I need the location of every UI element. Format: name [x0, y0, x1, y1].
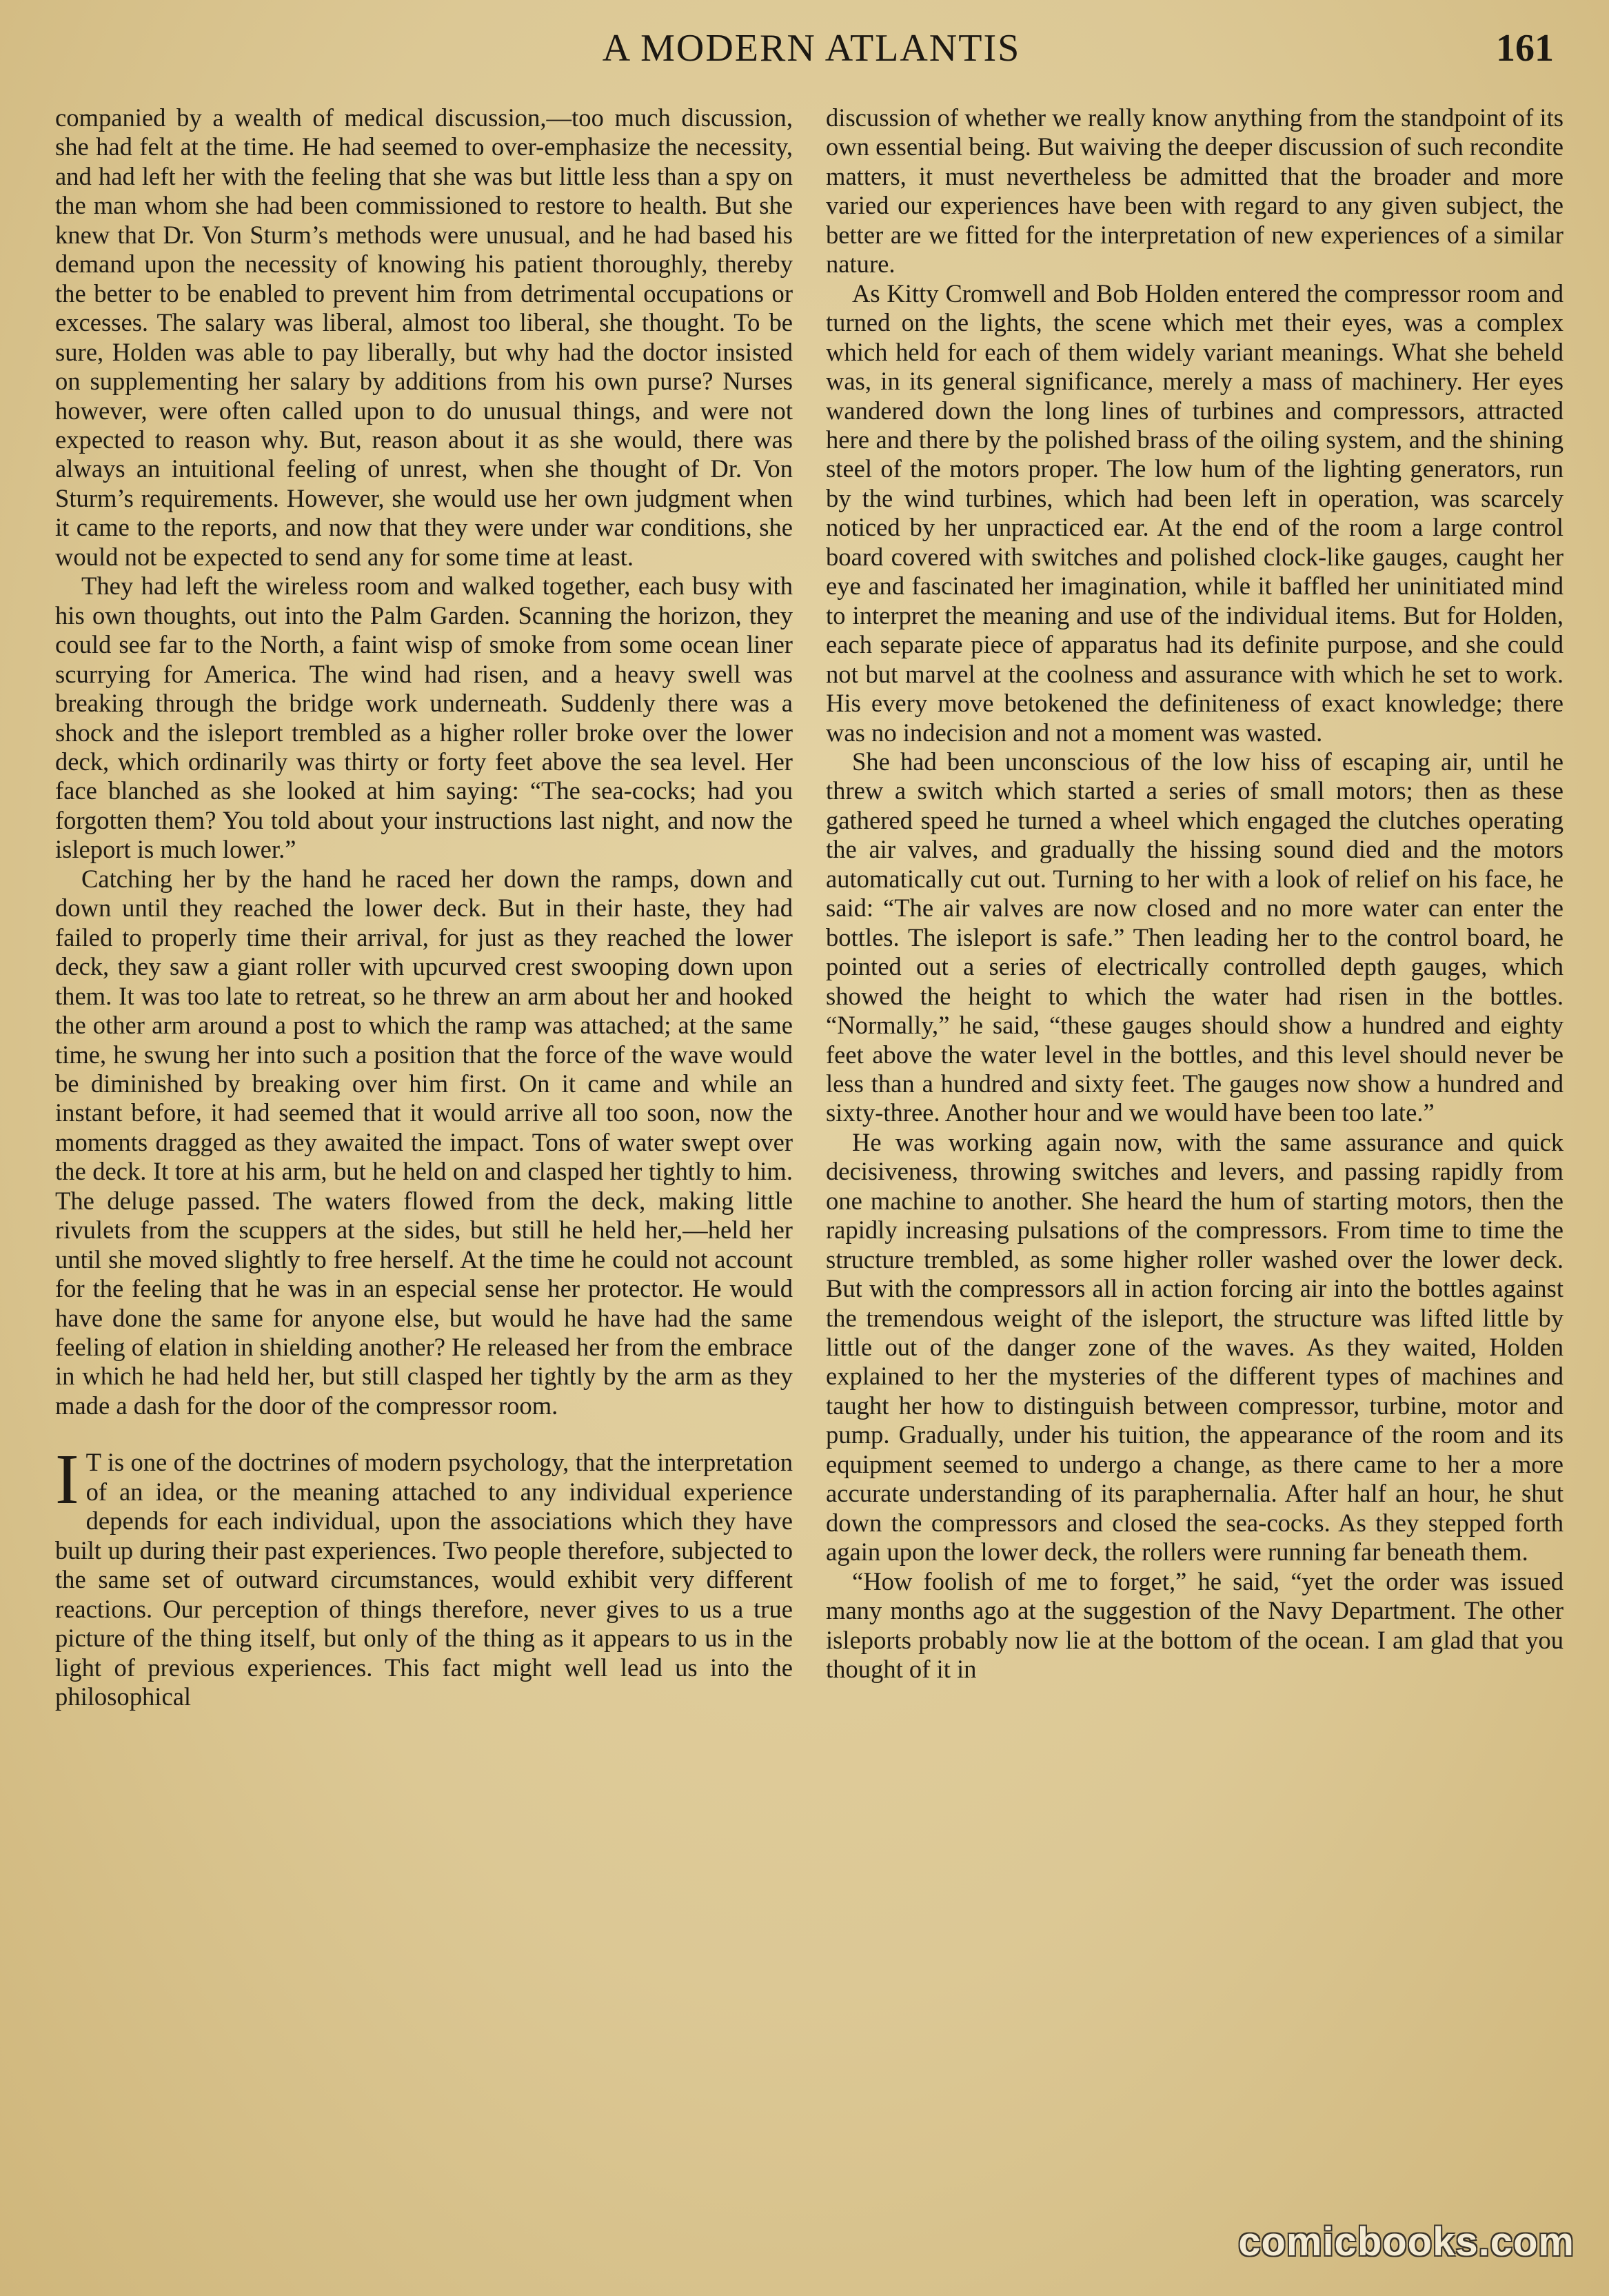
drop-cap: I: [55, 1440, 79, 1520]
left-column: [55, 103, 793, 2262]
paragraph: He was working again now, with the same assurance and quick decisiveness, throwing switches and levers, and passing rapidly from one machine to another. She heard the hum of starting motors, then the rapidly increasing pulsations of the compressors. From time to time the structure trembled, as some higher roller washed over the lower deck. But with the compressors all in action forcing air into the bottles against the tremendous weight of the isleport, the structure was lifted little by little out of the danger zone of the waves. As they waited, Holden explained to her the mysteries of the different types of machines and taught her how to distinguish between compressor, turbine, motor and pump. Gradually, under his tuition, the appearance of the room and its equipment seemed to undergo a change, as there came to her a more accurate understanding of its paraphernalia. After half an hour, he shut down the compressors and closed the sea-cocks. As they stepped forth again upon the lower deck, the rollers were running far beneath them.: [826, 1127, 1564, 1567]
paragraph: discussion of whether we really know anything from the standpoint of its own essential being. But waiving the deeper discussion of such recondite matters, it must nevertheless be admitted that the broader and more varied our experiences have been with regard to any given subject, the better are we fitted for the interpretation of new experiences of a similar nature.: [826, 103, 1564, 279]
running-title: A MODERN ATLANTIS: [602, 27, 1021, 70]
paragraph: As Kitty Cromwell and Bob Holden entered the compressor room and turned on the lights, the scene which met their eyes, was a complex which held for each of them widely variant meanings. What she beheld was, in its general significance, merely a mass of machinery. Her eyes wandered down the long lines of turbines and compressors, attracted here and there by the polished brass of the oiling system, and the shining steel of the motors proper. The low hum of the lighting generators, run by the wind turbines, which had been left in operation, was scarcely noticed by her unpracticed ear. At the end of the room a large control board covered with switches and polished clock-like gauges, caught her eye and fascinated her imagination, while it baffled her uninitiated mind to interpret the meaning and use of the individual items. But for Holden, each separate piece of apparatus had its definite purpose, and she could not but marvel at the coolness and assurance with which he set to work. His every move betokened the definiteness of exact knowledge; there was no indecision and not a moment was wasted.: [826, 279, 1564, 747]
paragraph: They had left the wireless room and walked together, each busy with his own thoughts, out into the Palm Garden. Scanning the horizon, they could see far to the North, a faint wisp of smoke from some ocean liner scurrying for America. The wind had risen, and a heavy swell was breaking through the bridge work underneath. Suddenly there was a shock and the isleport trembled as a higher roller broke over the lower deck, which ordinarily was thirty or forty feet above the sea level. Her face blanched as she looked at him saying: “The sea-cocks; had you forgotten them? You told about your instructions last night, and now the isleport is much lower.”: [55, 572, 793, 864]
paragraph: “How foolish of me to forget,” he said, “yet the order was issued many months ago at the suggestion of the Navy Department. The other isleports probably now lie at the bottom of the ocean. I am glad that you thought of it in: [826, 1567, 1564, 1684]
paragraph: Catching her by the hand he raced her down the ramps, down and down until they reached the lower deck. But in their haste, they had failed to properly time their arrival, for just as they reached the lower deck, they saw a giant roller with upcurved crest swooping down upon them. It was too late to retreat, so he threw an arm about her and hooked the other arm around a post to which the ramp was attached; at the same time, he swung her into such a position that the force of the wave would be diminished by breaking over him first. On it came and while an instant before, it had seemed that it would arrive all too soon, now the moments dragged as they awaited the impact. Tons of water swept over the deck. It tore at his arm, but he held on and clasped her tightly to him. The deluge passed. The waters flowed from the deck, making little rivulets from the scuppers at the sides, but still he held her,—held her until she moved slightly to free herself. At the time he could not account for the feeling that he was in an especial sense her protector. He would have done the same for anyone else, but would he have had the same feeling of elation in shielding another? He released her from the embrace in which he had held her, but still clasped her tightly by the arm as they made a dash for the door of the compressor room.: [55, 864, 793, 1420]
section-paragraph: [55, 1440, 793, 1711]
watermark: comicbooks.com: [1238, 2219, 1575, 2264]
paragraph: She had been unconscious of the low hiss of escaping air, until he threw a switch which started a series of small motors; then as these gathered speed he turned a wheel which engaged the clutches operating the air valves, and gradually the hissing sound died and the motors automatically cut out. Turning to her with a look of relief on his face, he said: “The air valves are now closed and no more water can enter the bottles. The isleport is safe.” Then leading her to the control board, he pointed out a series of electrically controlled depth gauges, which showed the height to which the water had risen in the bottles. “Normally,” he said, “these gauges should show a hundred and eighty feet above the water level in the bottles, and this level should never be less than a hundred and sixty feet. The gauges now show a hundred and sixty-three. Another hour and we would have been too late.”: [826, 747, 1564, 1127]
paragraph: companied by a wealth of medical discussion,—too much discussion, she had felt at the time. He had seemed to over-emphasize the necessity, and had left her with the feeling that she was but little less than a spy on the man whom she had been commissioned to restore to health. But she knew that Dr. Von Sturm’s methods were unusual, and he had based his demand upon the necessity of knowing his patient thoroughly, thereby the better to be enabled to prevent him from detrimental occupations or excesses. The salary was liberal, almost too liberal, she thought. To be sure, Holden was able to pay liberally, but why had the doctor insisted on supplementing her salary by additions from his own purse? Nurses however, were often called upon to do unusual things, and were not expected to reason why. But, reason about it as she would, there was always an intuitional feeling of unrest, when she thought of Dr. Von Sturm’s requirements. However, she would use her own judgment when it came to the reports, and now that they were under war conditions, she would not be expected to send any for some time at least.: [55, 103, 793, 571]
page-header: [55, 26, 1568, 74]
paragraph-text: T is one of the doctrines of modern psychology, that the interpretation of an idea, or the meaning attached to any individual experience depends for each individual, upon the associations which they have built up during their past experiences. Two people therefore, subjected to the same set of outward circumstances, would exhibit very different reactions. Our perception of things therefore, never gives to us a true picture of the thing itself, but only of the thing as it appears to us in the light of previous experiences. This fact might well lead us into the philosophical: [55, 1448, 793, 1711]
right-column: [826, 103, 1564, 2262]
page-number: 161: [1496, 27, 1554, 70]
